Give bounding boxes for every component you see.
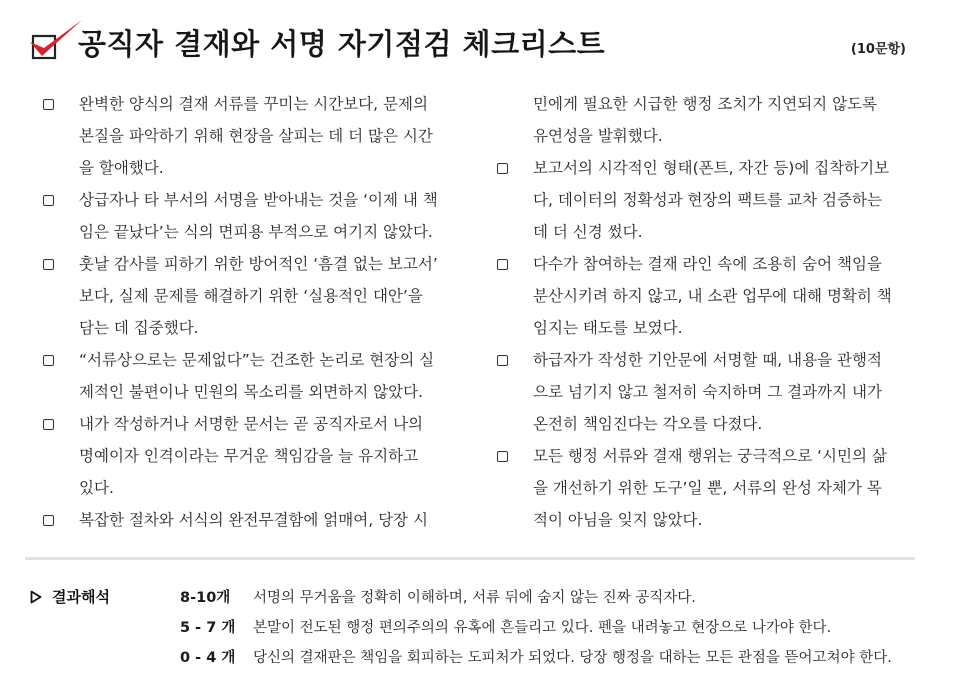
item-text-line: 임지는 태도를 보였다.: [533, 319, 683, 337]
item-text-line: 제적인 불편이나 민원의 목소리를 외면하지 않았다.: [79, 383, 423, 401]
triangle-right-icon: [30, 590, 42, 604]
item-text-line: 유연성을 발휘했다.: [533, 127, 663, 145]
checkbox[interactable]: [43, 515, 54, 526]
item-text-line: 임은 끝났다’는 식의 면피용 부적으로 여기지 않았다.: [79, 223, 433, 241]
item-text-line: 상급자나 타 부서의 서명을 받아내는 것을 ‘이제 내 책: [79, 191, 438, 209]
checkbox[interactable]: [43, 419, 54, 430]
checklist-right-column: [494, 88, 924, 536]
checkbox[interactable]: [43, 259, 54, 270]
checklist-item[interactable]: [40, 88, 470, 184]
checklist-item[interactable]: [40, 504, 470, 536]
score-description: 당신의 결재판은 책임을 회피하는 도피처가 되었다. 당장 행정을 대하는 모든 관점을 뜯어고쳐야 한다.: [253, 650, 892, 666]
score-range: 8-10개: [180, 590, 231, 606]
checklist-item[interactable]: [40, 184, 470, 248]
item-text-line: 데 더 신경 썼다.: [533, 223, 643, 241]
item-text-line: 민에게 필요한 시급한 행정 조치가 지연되지 않도록: [533, 95, 877, 113]
checkbox[interactable]: [497, 163, 508, 174]
item-text-line: 보고서의 시각적인 형태(폰트, 자간 등)에 집착하기보: [533, 159, 890, 177]
score-range: 5 - 7 개: [180, 620, 236, 636]
item-text-line: 을 개선하기 위한 도구’일 뿐, 서류의 완성 자체가 목: [533, 479, 882, 497]
item-text-line: “서류상으로는 문제없다”는 건조한 논리로 현장의 실: [79, 351, 435, 369]
result-row: [180, 586, 940, 616]
item-text-line: 으로 넘기지 않고 철저히 숙지하며 그 결과까지 내가: [533, 383, 882, 401]
item-text-line: 모든 행정 서류와 결재 행위는 궁극적으로 ‘시민의 삶: [533, 447, 887, 465]
item-text-line: 담는 데 집중했다.: [79, 319, 199, 337]
item-text-line: 복잡한 절차와 서식의 완전무결함에 얽매여, 당장 시: [79, 511, 428, 529]
score-description: 서명의 무거움을 정확히 이해하며, 서류 뒤에 숨지 않는 진짜 공직자다.: [253, 590, 696, 606]
page-title: 공직자 결재와 서명 자기점검 체크리스트: [78, 27, 606, 61]
result-label: 결과해석: [52, 588, 110, 606]
checkbox[interactable]: [43, 355, 54, 366]
item-text-line: 하급자가 작성한 기안문에 서명할 때, 내용을 관행적: [533, 351, 882, 369]
item-text-line: 분산시키려 하지 않고, 내 소관 업무에 대해 명확히 책: [533, 287, 892, 305]
checklist-left-column: [40, 88, 470, 536]
checkbox[interactable]: [43, 195, 54, 206]
item-text-line: 훗날 감사를 피하기 위한 방어적인 ‘흠결 없는 보고서’: [79, 255, 438, 273]
item-text-line: 보다, 실제 문제를 해결하기 위한 ‘실용적인 대안’을: [79, 287, 423, 305]
checklist-item[interactable]: [40, 344, 470, 408]
result-row: [180, 616, 940, 646]
item-text-line: 을 할애했다.: [79, 159, 164, 177]
checklist-item[interactable]: [40, 248, 470, 344]
item-text-line: 다, 데이터의 정확성과 현장의 팩트를 교차 검증하는: [533, 191, 882, 209]
section-divider: [25, 557, 915, 560]
item-text-line: 온전히 책임진다는 각오를 다졌다.: [533, 415, 763, 433]
item-text-line: 완벽한 양식의 결재 서류를 꾸미는 시간보다, 문제의: [79, 95, 428, 113]
score-description: 본말이 전도된 행정 편의주의의 유혹에 흔들리고 있다. 펜을 내려놓고 현장으로 나가야 한다.: [253, 620, 832, 636]
checklist-item[interactable]: [494, 248, 924, 344]
checkbox[interactable]: [497, 355, 508, 366]
item-text-line: 다수가 참여하는 결재 라인 속에 조용히 숨어 책임을: [533, 255, 882, 273]
checklist-item[interactable]: [494, 152, 924, 248]
item-text-line: 있다.: [79, 479, 114, 497]
item-text-line: 명예이자 인격이라는 무거운 책임감을 늘 유지하고: [79, 447, 419, 465]
checklist-item-continuation: [494, 88, 924, 152]
question-count: (10문항): [850, 42, 906, 57]
checklist-item[interactable]: [40, 408, 470, 504]
checkbox[interactable]: [43, 99, 54, 110]
checklist-item[interactable]: [494, 344, 924, 440]
item-text-line: 내가 작성하거나 서명한 문서는 곧 공직자로서 나의: [79, 415, 423, 433]
item-text-line: 적이 아님을 잊지 않았다.: [533, 511, 703, 529]
header: [28, 12, 928, 72]
checkbox[interactable]: [497, 259, 508, 270]
score-range: 0 - 4 개: [180, 650, 236, 666]
result-interpretation: [180, 586, 940, 676]
checkbox[interactable]: [497, 451, 508, 462]
checklist-item[interactable]: [494, 440, 924, 536]
result-row: [180, 646, 940, 676]
item-text-line: 본질을 파악하기 위해 현장을 살피는 데 더 많은 시간: [79, 127, 433, 145]
